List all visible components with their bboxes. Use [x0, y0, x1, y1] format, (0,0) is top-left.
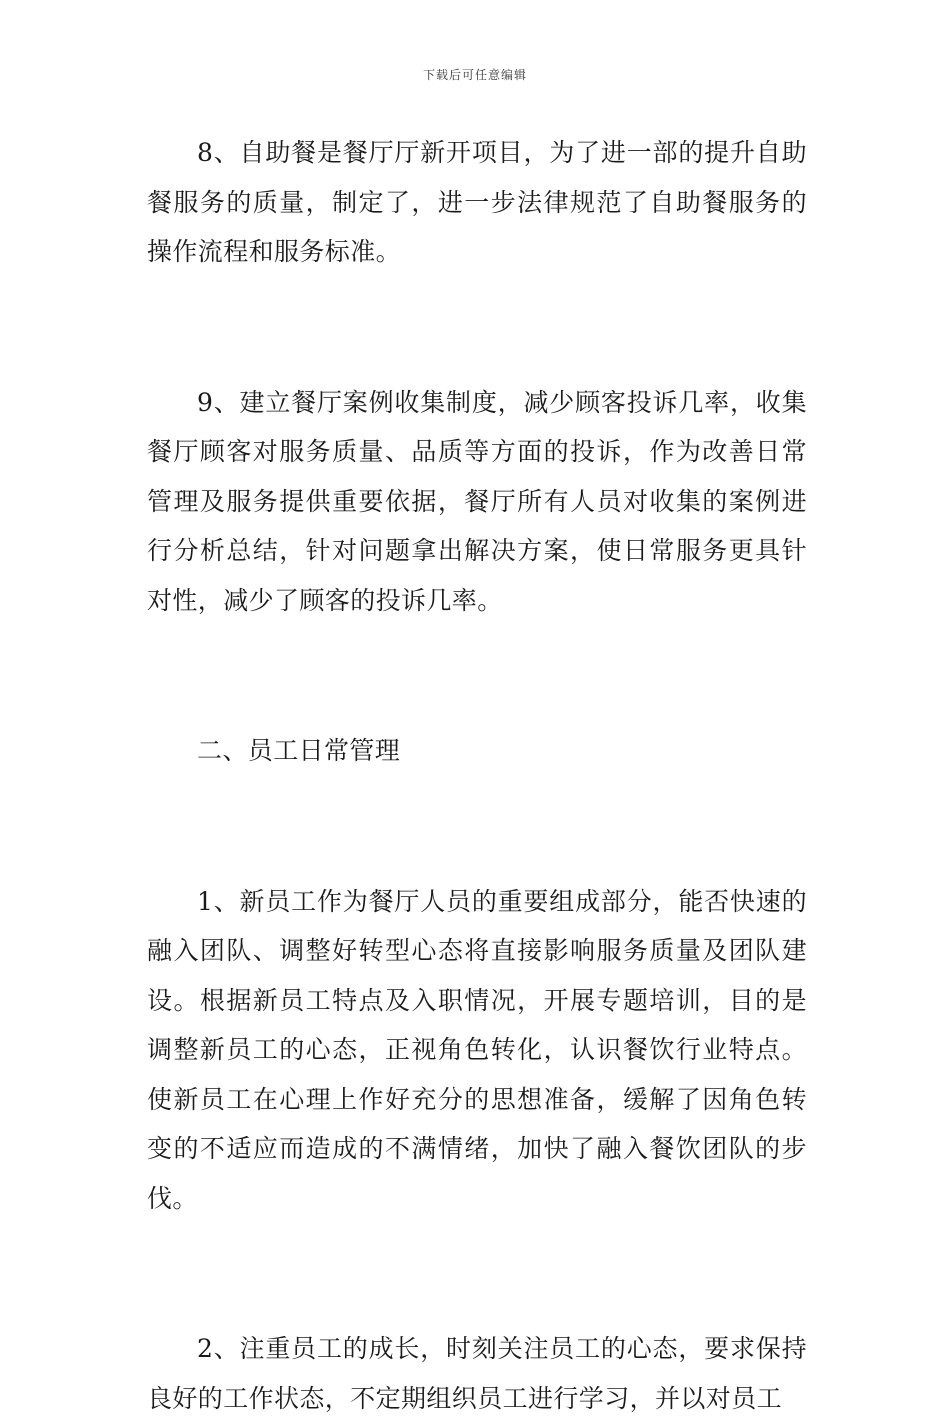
paragraph-gap: [147, 1223, 807, 1324]
paragraph-gap: [147, 277, 807, 378]
section-paragraph-1: 1、新员工作为餐厅人员的重要组成部分，能否快速的融入团队、调整好转型心态将直接影响服务质量及团队建设。根据新员工特点及入职情况，开展专题培训，目的是调整新员工的心态，正视角色转化，认识餐饮行业特点。使新员工在心理上作好充分的思想准备，缓解了因角色转变的不适应而造成的不满情绪，加快了融入餐饮团队的步伐。: [147, 886, 807, 1213]
section-paragraph-2: 2、注重员工的成长，时刻关注员工的心态，要求保持良好的工作状态，不定期组织员工进行学习，并以对员工: [147, 1334, 807, 1413]
header-note: 下载后可任意编辑: [422, 68, 527, 82]
paragraph-gap: [147, 625, 807, 726]
paragraph-8: 8、自助餐是餐厅厅新开项目，为了进一部的提升自助餐服务的质量，制定了，进一步法律规范了自助餐服务的操作流程和服务标准。: [147, 138, 807, 266]
document-body: [147, 128, 807, 1423]
paragraph-9: 9、建立餐厅案例收集制度，减少顾客投诉几率，收集餐厅顾客对服务质量、品质等方面的投诉，作为改善日常管理及服务提供重要依据，餐厅所有人员对收集的案例进行分析总结，针对问题拿出解决方案，使日常服务更具针对性，减少了顾客的投诉几率。: [147, 387, 807, 615]
paragraph-gap: [147, 776, 807, 877]
section-heading: 二、员工日常管理: [197, 736, 401, 765]
